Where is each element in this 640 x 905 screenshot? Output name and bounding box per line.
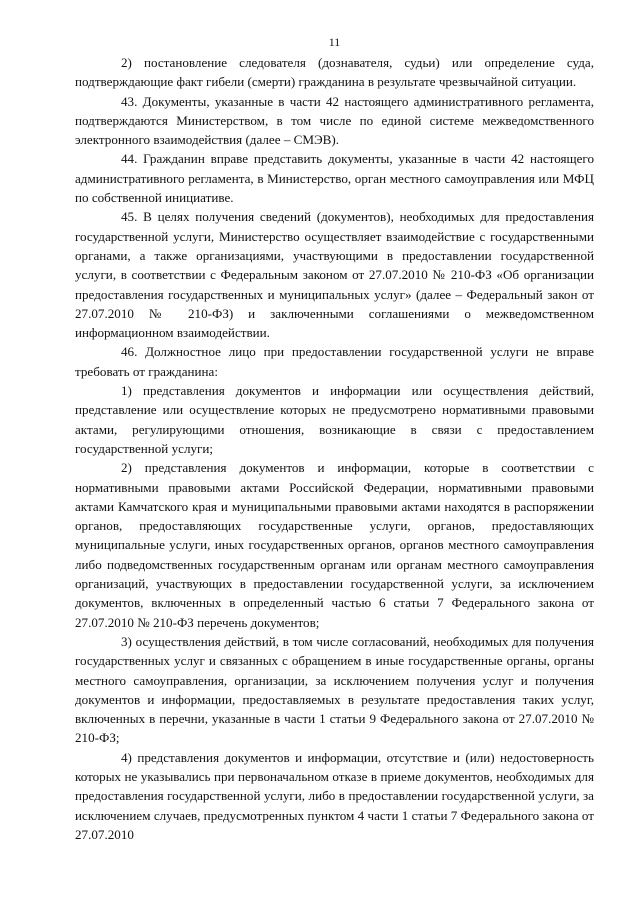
paragraph-46-item-3: 3) осуществления действий, в том числе согласований, необходимых для получения государственных услуг и связанных с обращением в иные государственные органы, органы местного самоуправления, организации, за исключением получения услуг и получения документов и информации, предоставляемых в результате предоставления таких услуг, включенных в перечни, указанные в части 1 статьи 9 Федерального закона от 27.07.2010 № 210-ФЗ; [75, 633, 594, 746]
paragraph-46-item-4: 4) представления документов и информации, отсутствие и (или) недостоверность которых не указывались при первоначальном отказе в приеме документов, необходимых для предоставления государственной услуги, либо в предоставлении государственной услуги, за исключением случаев, предусмотренных пунктом 4 части 1 статьи 7 Федерального закона от 27.07.2010 [75, 749, 594, 842]
paragraph-2-item: 2) постановление следователя (дознавателя, судьи) или определение суда, подтверждающие факт гибели (смерти) гражданина в результате чрезвычайной ситуации. [75, 55, 594, 90]
paragraph-46-item-2: 2) представления документов и информации, которые в соответствии с нормативными правовыми актами Российской Федерации, нормативными правовыми актами Камчатского края и муниципальными правовыми актами находятся в распоряжении органов, предоставляющих государственные услуги, органов, предоставляющих муниципальные услуги, иных государственных органов, органов местного самоуправления либо подведомственных государственным органам или органам местного самоуправления организаций, участвующих в предоставлении государственной услуги, за исключением документов, включенных в определенный частью 6 статьи 7 Федерального закона от 27.07.2010 № 210-ФЗ перечень документов; [75, 460, 594, 630]
paragraph-45: 45. В целях получения сведений (документов), необходимых для предоставления государственной услуги, Министерство осуществляет взаимодействие с государственными органами, а также организациями, участвующими в предоставлении государственной услуги, в соответствии с Федеральным законом от 27.07.2010 № 210-ФЗ «Об организации предоставления государственных и муниципальных услуг» (далее – Федеральный закон от 27.07.2010 № 210-ФЗ) и заключенными соглашениями о межведомственном информационном взаимодействии. [75, 209, 594, 341]
paragraph-43: 43. Документы, указанные в части 42 настоящего административного регламента, подтверждаются Министерством, в том числе по единой системе межведомственного электронного взаимодействия (далее – СМЭВ). [75, 93, 594, 148]
page-number: 11 [328, 35, 341, 49]
paragraph-44: 44. Гражданин вправе представить документы, указанные в части 42 настоящего административного регламента, в Министерство, орган местного самоуправления или МФЦ по собственной инициативе. [75, 151, 594, 206]
paragraph-46-item-1: 1) представления документов и информации или осуществления действий, представление или осуществление которых не предусмотрено нормативными правовыми актами, регулирующими отношения, возникающие в связи с предоставлением государственной услуги; [75, 383, 594, 456]
paragraph-46: 46. Должностное лицо при предоставлении государственной услуги не вправе требовать от гражданина: [75, 344, 594, 379]
